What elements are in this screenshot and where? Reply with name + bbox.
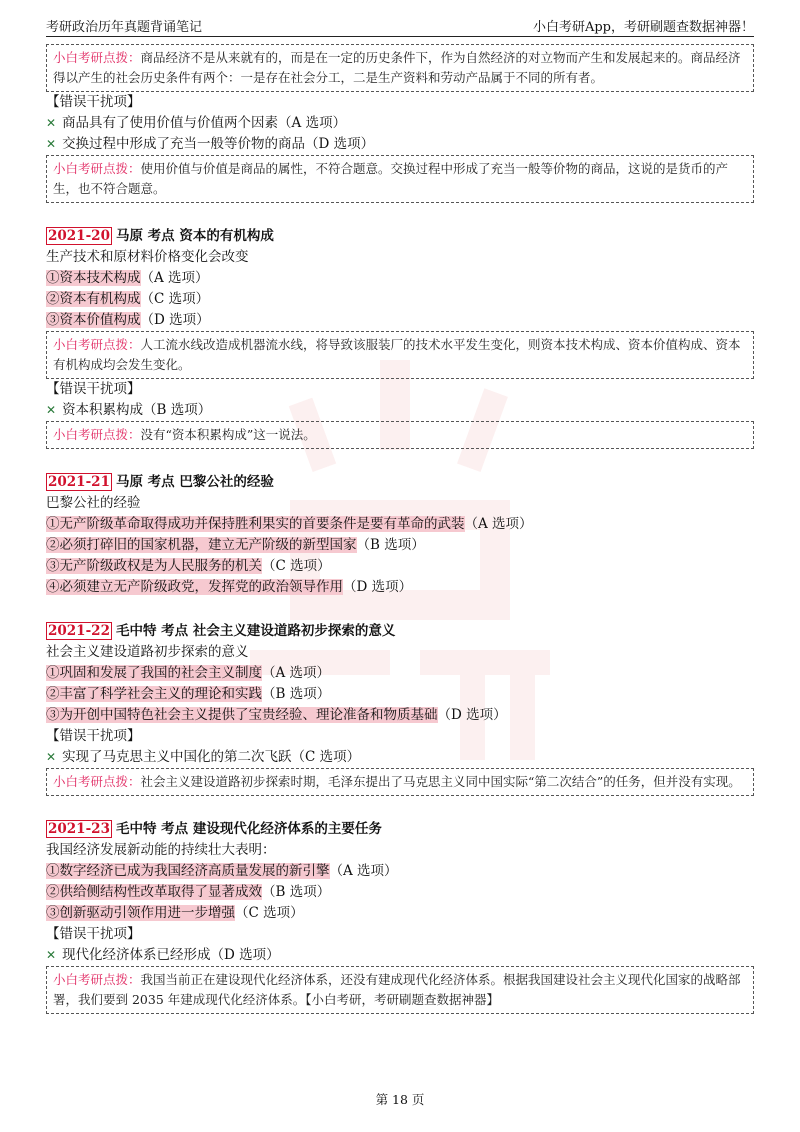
cross-icon: ✕ bbox=[46, 403, 57, 417]
question-heading bbox=[46, 818, 754, 840]
correct-option: ②丰富了科学社会主义的理论和实践（B 选项） bbox=[46, 686, 331, 702]
tip-note bbox=[46, 155, 754, 203]
question-title: 毛中特 考点 建设现代化经济体系的主要任务 bbox=[115, 821, 382, 837]
distractor-heading: 【错误干扰项】 bbox=[46, 728, 141, 744]
wrong-option: ✕ 现代化经济体系已经形成（D 选项） bbox=[46, 947, 280, 963]
tip-label: 小白考研点拨： bbox=[53, 337, 141, 352]
tip-text: 我国当前正在建设现代化经济体系，还没有建成现代化经济体系。根据我国建设社会主义现代化国家的战略部署，我们要到 2035 年建成现代化经济体系。【小白考研，考研刷题查数据神器】 bbox=[53, 972, 741, 1007]
distractor-heading: 【错误干扰项】 bbox=[46, 926, 141, 942]
tip-note bbox=[46, 44, 754, 92]
page-header bbox=[46, 14, 754, 37]
tip-label: 小白考研点拨： bbox=[53, 50, 141, 65]
correct-option: ②供给侧结构性改革取得了显著成效（B 选项） bbox=[46, 884, 331, 900]
page-number: 第 18 页 bbox=[375, 1092, 425, 1107]
distractor-heading: 【错误干扰项】 bbox=[46, 381, 141, 397]
distractor-heading: 【错误干扰项】 bbox=[46, 94, 141, 110]
tip-label: 小白考研点拨： bbox=[53, 161, 141, 176]
question-tag: 2021-22 bbox=[48, 623, 110, 639]
tip-text: 社会主义建设道路初步探索时期，毛泽东提出了马克思主义同中国实际“第二次结合”的任务，但并没有实现。 bbox=[140, 774, 741, 789]
cross-icon: ✕ bbox=[46, 750, 57, 764]
correct-option: ①巩固和发展了我国的社会主义制度（A 选项） bbox=[46, 665, 331, 681]
cross-icon: ✕ bbox=[46, 137, 57, 151]
header-title: 考研政治历年真题背诵笔记 bbox=[46, 20, 203, 35]
tip-label: 小白考研点拨： bbox=[53, 427, 141, 442]
question-title: 马原 考点 巴黎公社的经验 bbox=[115, 474, 274, 490]
tip-note bbox=[46, 331, 754, 379]
question-stem: 生产技术和原材料价格变化会改变 bbox=[46, 249, 249, 265]
wrong-option: ✕ 商品具有了使用价值与价值两个因素（A 选项） bbox=[46, 115, 347, 131]
correct-option: ③资本价值构成（D 选项） bbox=[46, 312, 210, 328]
correct-option: ①无产阶级革命取得成功并保持胜利果实的首要条件是要有革命的武装（A 选项） bbox=[46, 516, 533, 532]
tip-label: 小白考研点拨： bbox=[53, 774, 141, 789]
wrong-option: ✕ 实现了马克思主义中国化的第二次飞跃（C 选项） bbox=[46, 749, 361, 765]
question-tag: 2021-21 bbox=[48, 474, 110, 490]
tip-note bbox=[46, 768, 754, 796]
tip-label: 小白考研点拨： bbox=[53, 972, 141, 987]
question-tag: 2021-20 bbox=[48, 228, 110, 244]
correct-option: ③为开创中国特色社会主义提供了宝贵经验、理论准备和物质基础（D 选项） bbox=[46, 707, 507, 723]
question-stem: 社会主义建设道路初步探索的意义 bbox=[46, 644, 249, 660]
correct-option: ④必须建立无产阶级政党，发挥党的政治领导作用（D 选项） bbox=[46, 579, 413, 595]
question-heading bbox=[46, 620, 754, 642]
header-promo: 小白考研App，考研刷题查数据神器！ bbox=[532, 20, 754, 35]
question-stem: 我国经济发展新动能的持续壮大表明： bbox=[46, 842, 276, 858]
question-title: 毛中特 考点 社会主义建设道路初步探索的意义 bbox=[115, 623, 396, 639]
question-stem: 巴黎公社的经验 bbox=[46, 495, 141, 511]
tip-text: 使用价值与价值是商品的属性，不符合题意。交换过程中形成了充当一般等价物的商品，这说的是货币的产生，也不符合题意。 bbox=[53, 161, 729, 196]
correct-option: ③创新驱动引领作用进一步增强（C 选项） bbox=[46, 905, 304, 921]
correct-option: ③无产阶级政权是为人民服务的机关（C 选项） bbox=[46, 558, 331, 574]
correct-option: ①数字经济已成为我国经济高质量发展的新引擎（A 选项） bbox=[46, 863, 398, 879]
wrong-option: ✕ 交换过程中形成了充当一般等价物的商品（D 选项） bbox=[46, 136, 375, 152]
question-title: 马原 考点 资本的有机构成 bbox=[115, 228, 274, 244]
tip-note bbox=[46, 421, 754, 449]
correct-option: ②资本有机构成（C 选项） bbox=[46, 291, 210, 307]
correct-option: ①资本技术构成（A 选项） bbox=[46, 270, 209, 286]
tip-note bbox=[46, 966, 754, 1014]
question-heading bbox=[46, 471, 754, 493]
page-content bbox=[46, 44, 754, 1014]
cross-icon: ✕ bbox=[46, 948, 57, 962]
tip-text: 商品经济不是从来就有的，而是在一定的历史条件下，作为自然经济的对立物而产生和发展起来的。商品经济得以产生的社会历史条件有两个：一是存在社会分工，二是生产资料和劳动产品属于不同的所有者。 bbox=[53, 50, 741, 85]
cross-icon: ✕ bbox=[46, 116, 57, 130]
tip-text: 人工流水线改造成机器流水线，将导致该服装厂的技术水平发生变化，则资本技术构成、资本价值构成、资本有机构成均会发生变化。 bbox=[53, 337, 741, 372]
question-heading bbox=[46, 225, 754, 247]
wrong-option: ✕ 资本积累构成（B 选项） bbox=[46, 402, 212, 418]
correct-option: ②必须打碎旧的国家机器，建立无产阶级的新型国家（B 选项） bbox=[46, 537, 425, 553]
tip-text: 没有“资本积累构成”这一说法。 bbox=[140, 427, 316, 442]
question-tag: 2021-23 bbox=[48, 821, 110, 837]
